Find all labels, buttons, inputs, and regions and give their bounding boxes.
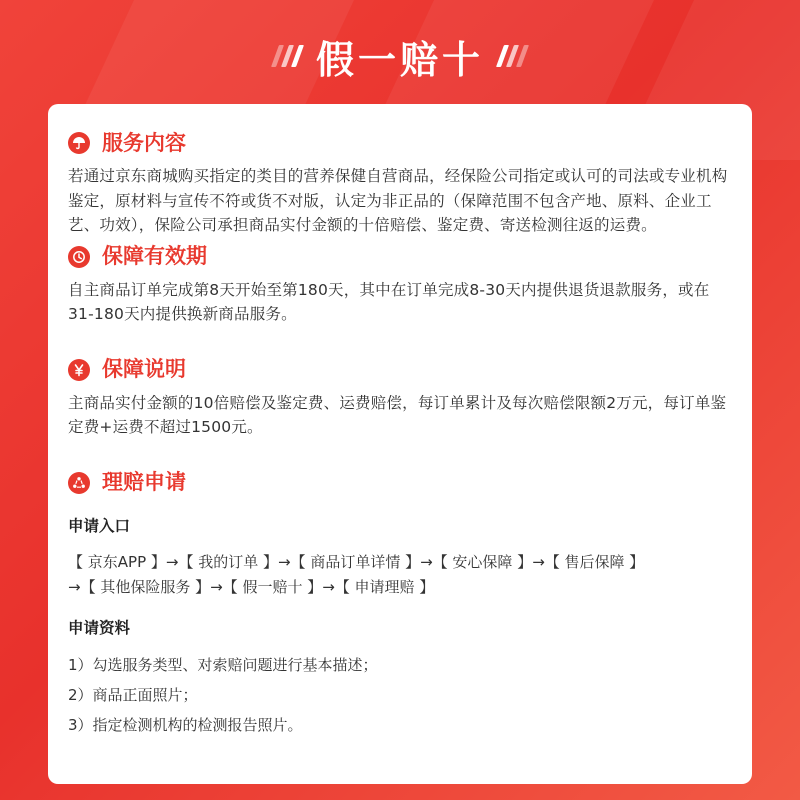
section-validity-text: 自主商品订单完成第8天开始至第180天，其中在订单完成8-30天内提供退货退款服务，或在31-180天内提供换新商品服务。 (68, 280, 710, 323)
section-validity-header (68, 240, 732, 274)
claim-entry-path-line-2: →【 其他保险服务 】→【 假一赔十 】→【 申请理赔 】 (68, 577, 435, 596)
claim-entry-path-line-1: 【 京东APP 】→【 我的订单 】→【 商品订单详情 】→【 安心保障 】→【 售后保障 】 (68, 552, 645, 571)
section-explain-title: 保障说明 (102, 357, 186, 381)
claim-materials-list (68, 650, 732, 740)
section-explain-text: 主商品实付金额的10倍赔偿及鉴定费、运费赔偿，每订单累计及每次赔偿限额2万元，每订单鉴定费+运费不超过1500元。 (68, 393, 727, 436)
list-item: 1）勾选服务类型、对索赔问题进行基本描述； (68, 655, 378, 674)
section-explain-header (68, 353, 732, 387)
section-validity-title: 保障有效期 (102, 244, 207, 268)
content-card (48, 104, 752, 784)
page-header (0, 28, 800, 84)
claim-entry-path (68, 550, 732, 600)
yen-icon (68, 359, 90, 381)
claim-entry-title: 申请入口 (68, 516, 131, 535)
claim-materials-title: 申请资料 (68, 618, 131, 637)
header-decoration-left (275, 45, 300, 67)
section-claim-title: 理赔申请 (102, 470, 186, 494)
section-service-header (68, 126, 732, 160)
list-item: 3）指定检测机构的检测报告照片。 (68, 715, 303, 734)
list-item: 2）商品正面照片； (68, 685, 198, 704)
section-claim-header (68, 466, 732, 500)
section-service-title: 服务内容 (102, 130, 186, 155)
clock-icon (68, 246, 90, 268)
umbrella-icon (68, 132, 90, 154)
page-title: 假一赔十 (315, 37, 484, 82)
section-service-text: 若通过京东商城购买指定的类目的营养保健自营商品，经保险公司指定或认可的司法或专业机构鉴定，原材料与宣传不符或货不对版，认定为非正品的（保障范围不包含产地、原料、企业工艺、功效），保险公司承担商品实付金额的十倍赔偿、鉴定费、寄送检测往返的运费。 (68, 167, 728, 234)
cycle-icon (68, 472, 90, 494)
header-decoration-right (500, 45, 525, 67)
